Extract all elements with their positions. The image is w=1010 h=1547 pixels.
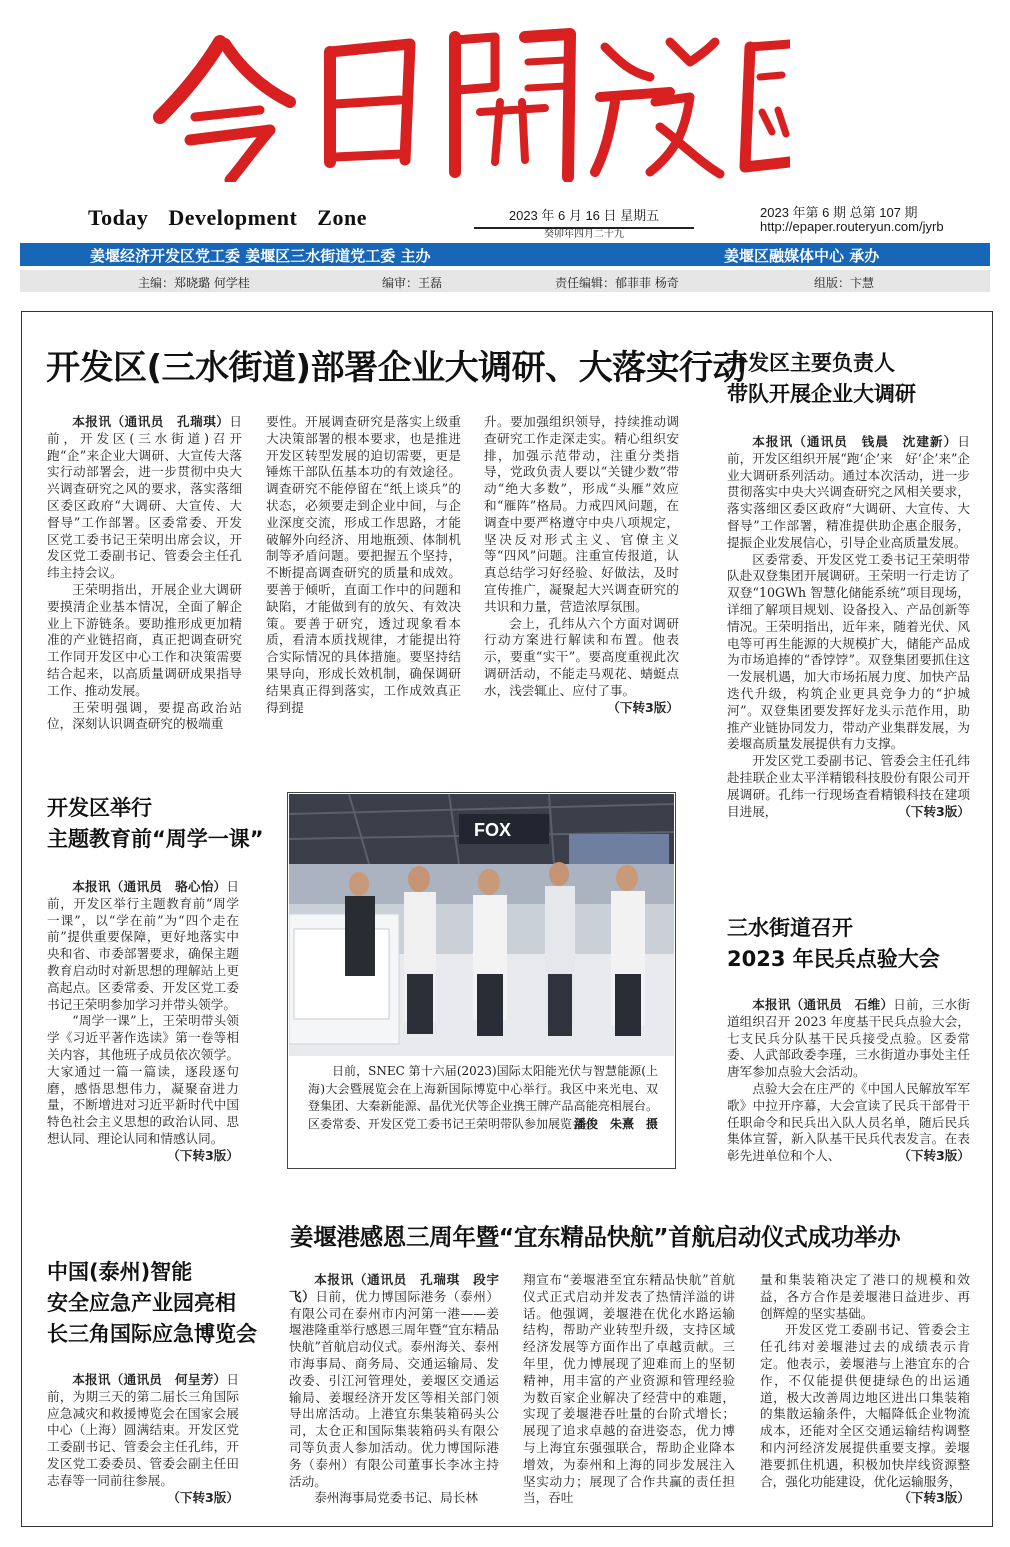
exhibition-photo xyxy=(289,794,674,1056)
port-story-column-3-text-2: 开发区党工委副书记、管委会主任孔纬对姜堰港过去的成绩表示肯定。他表示，姜堰港与上港宜东的合作，不仅能提供便捷绿色的出运通道，极大改善周边地区进出口集装箱的集散运输条件，大幅降低企业物流成本，还能对全区交通运输结构调整和内河经济发展提供重要支撑。姜堰港要抓住机遇，积极加快岸线资源整合，强化功能建设，优化运输服务， xyxy=(760,1322,970,1489)
lead-story-column-3-text-2: 会上，孔纬从六个方面对调研行动方案进行解读和布置。他表示，要重“实干”。要高度重视此次调研活动，不能走马观花、蜻蜓点水，浅尝辄止、应付了事。 xyxy=(484,615,679,698)
expo-story-continued[interactable]: （下转3版） xyxy=(167,1489,239,1505)
expo-story-headline-line-3: 长三角国际应急博览会 xyxy=(47,1322,257,1346)
sponsor-bar xyxy=(20,243,990,266)
port-story-paragraph-1: 日前，优力博国际港务（泰州）有限公司在泰州市内河第一港——姜堰港隆重举行感恩三周年暨“宜东精品快航”首航启动仪式。泰州海关、泰州市海事局、商务局、交通运输局、发改委、引江河管理处，姜堰区交通运输局、姜堰经济开发区等相关部门领导出席活动。上港宜东集装箱码头公司，太仓正和国际集装箱码头有限公司等负责人参加活动。优力博国际港务（泰州）有限公司董事长李冰主持活动。 xyxy=(289,1288,499,1489)
lead-story-continued[interactable]: （下转3版） xyxy=(607,699,679,715)
port-story-column-3 xyxy=(760,1272,970,1512)
right-story-paragraph-1: 日前，开发区组织开展“跑‘企’来 好‘企’来”企业大调研系列活动。通过本次活动，进一步贯彻落实中央大兴调查研究之风相关要求，落实落细区委区政府“大调研、大宣传、大督导”工作部署，精准提供助企惠企服务，提振企业发展信心，引导企业高质量发展。 xyxy=(727,434,970,550)
expo-story-headline-line-1: 中国(泰州)智能 xyxy=(47,1260,193,1284)
militia-story-continued[interactable]: （下转3版） xyxy=(898,1148,970,1164)
port-story-continued[interactable]: （下转3版） xyxy=(898,1490,970,1506)
study-story-continued[interactable]: （下转3版） xyxy=(167,1147,239,1163)
reviewing-editor: 编审：王磊 xyxy=(382,276,443,290)
port-story-column-2 xyxy=(523,1272,735,1512)
study-story-paragraph-2: “周学一课”上，王荣明带头领学《习近平著作选读》第一卷等相关内容，其他班子成员依次领学。大家通过一篇一篇读，逐段逐句磨，感悟思想伟力，凝聚奋进力量，不断增进对习近平新时代中国特色社会主义思想的政治认同、思想认同、理论认同和情感认同。 xyxy=(47,1013,239,1146)
expo-story-paragraph-1: 日前，为期三天的第二届长三角国际应急减灾和救援博览会在国家会展中心（上海）圆满结束。开发区党工委副书记、管委会主任孔纬，开发区党工委委员、管委会副主任田志春等一同前往参展。 xyxy=(47,1372,239,1488)
masthead-english-title: Today Development Zone xyxy=(88,205,367,230)
news-photo-box xyxy=(287,792,676,1169)
port-story-headline[interactable]: 姜堰港感恩三周年暨“宜东精品快航”首航启动仪式成功举办 xyxy=(290,1223,901,1251)
exhibition-photo-illustration xyxy=(289,794,674,1056)
issue-date: 2023 年 6 月 16 日 星期五 xyxy=(474,205,694,229)
port-story-paragraph-2: 泰州海事局党委书记、局长林 xyxy=(314,1490,478,1506)
lead-story-byline: 本报讯（通讯员 孔瑞琪） xyxy=(72,414,230,429)
masthead-logo-svg xyxy=(150,22,790,182)
lead-story-column-3-text-1: 升。要加强组织领导，持续推动调查研究工作走深走实。精心组织安排，加强示范带动，注重分类指导，党政负责人要以“关键少数”带动“绝大多数”，形成“头雁”效应和“雁阵”格局。力戒四风问题，在调查中要严格遵守中央八项规定，坚决反对形式主义、官僚主义等“四风”问题。注重宣传报道，认真总结学习好经验、好做法，及时宣传推广，凝聚起大兴调查研究的共识和力量，营造浓厚氛围。 xyxy=(484,414,679,614)
port-story-column-3-text-1: 量和集装箱决定了港口的规模和效益，各方合作是姜堰港日益进步、再创辉煌的坚实基础。 xyxy=(760,1272,970,1321)
militia-story-headline[interactable] xyxy=(727,913,940,975)
lead-story-column-1 xyxy=(47,414,242,744)
militia-story-headline-line-2: 2023 年民兵点验大会 xyxy=(727,947,940,971)
sponsor-organizers: 姜堰经济开发区党工委 姜堰区三水街道党工委 主办 xyxy=(90,247,431,265)
issue-number: 2023 年第 6 期 总第 107 期 xyxy=(760,205,918,220)
expo-story-byline: 本报讯（通讯员 何呈芳） xyxy=(72,1372,227,1387)
right-story-headline-line-1: 开发区主要负责人 xyxy=(727,351,895,375)
lead-story-paragraph-1: 日前，开发区(三水街道)召开跑“企”来企业大调研、大宣传大落实行动部署会，进一步贯彻中央大兴调查研究之风的要求，落实落细区委区政府“大调研、大宣传、大督导”工作部署。区委常委、开发区党工委书记王荣明出席会议，开发区党工委副书记、管委会主任孔纬主持会议。 xyxy=(47,414,242,581)
militia-story-body xyxy=(727,997,970,1172)
chief-editors: 主编：郑晓璐 何学桂 xyxy=(138,276,250,290)
lead-story-column-2 xyxy=(266,414,461,744)
lead-story-paragraph-2: 王荣明指出，开展企业大调研要摸清企业基本情况，全面了解企业上下游链条。要助推形成更加精准的产业链招商，真正把调查研究工作同开发区中心工作和决策需要结合起来，以高质量调研成果指导工作、推动发展。 xyxy=(47,581,242,698)
militia-story-headline-line-1: 三水街道召开 xyxy=(727,916,853,940)
photo-credit: 潘俊 朱熹 摄 xyxy=(573,1116,658,1131)
study-story-headline-line-1: 开发区举行 xyxy=(47,796,152,820)
lead-story-column-3 xyxy=(484,414,679,744)
study-story-headline[interactable] xyxy=(47,793,264,855)
right-story-byline: 本报讯（通讯员 钱晨 沈建新） xyxy=(752,434,958,449)
right-story-continued[interactable]: （下转3版） xyxy=(898,803,970,819)
lead-story-headline[interactable]: 开发区(三水街道)部署企业大调研、大落实行动 xyxy=(46,348,747,388)
masthead-calligraphy-logo xyxy=(150,22,790,182)
layout-editor: 组版：卞慧 xyxy=(814,276,875,290)
expo-story-headline[interactable] xyxy=(47,1257,257,1350)
epaper-url[interactable]: http://epaper.routeryun.com/jyrb xyxy=(760,219,944,234)
duty-editors: 责任编辑：郁菲菲 杨奇 xyxy=(555,276,679,290)
right-story-body xyxy=(727,434,970,864)
editor-credits-bar xyxy=(20,270,990,292)
study-story-body xyxy=(47,879,239,1207)
issue-lunar-date: 癸卯年四月二十九 xyxy=(544,229,624,240)
photo-caption-text: 日前，SNEC 第十六届(2023)国际太阳能光伏与智慧能源(上海)大会暨展览会在上海新国际博览中心举行。我区中来光电、双登集团、大秦新能源、晶优光伏等企业携王牌产品高能亮相展台。区委常委、开发区党工委书记王荣明带队参加展览会。 xyxy=(308,1064,658,1131)
militia-story-paragraph-2: 点验大会在庄严的《中国人民解放军军歌》中拉开序幕，大会宣读了民兵干部骨干任职命令和民兵出入队人员名单，随后民兵集体宣誓，新入队基干民兵代表发言。在表彰先进单位和个人、 xyxy=(727,1080,970,1164)
lead-story-paragraph-3: 王荣明强调，要提高政治站位，深刻认识调查研究的极端重 xyxy=(47,699,242,732)
booth-sign: FOX xyxy=(474,820,512,840)
port-story-column-2-text: 翔宣布“姜堰港至宜东精品快航”首航仪式正式启动并发表了热情洋溢的讲话。他强调，姜堰港在优化水路运输结构，帮助产业转型升级，支持区域经济发展等方面作出了卓越贡献。三年里，优力博展现了迎难而上的坚韧精神，用丰富的产业资源和管理经验为数百家企业解决了经营中的难题，实现了姜堰港吞吐量的台阶式增长；展现了追求卓越的奋进姿态，优力博与上海宜东强强联合，帮助企业降本增效，为泰州和上海的同步发展注入坚实动力；展现了合作共赢的责任担当，吞吐 xyxy=(523,1272,735,1506)
study-story-paragraph-1: 日前，开发区举行主题教育前“周学一课”，以“学在前”为“四个走在前”提供重要保障，更好地落实中央和省、市委部署要求，确保主题教育启动时对新思想的理解站上更高起点。区委常委、开发区党工委书记王荣明参加学习并带头领学。 xyxy=(47,879,239,1012)
lead-story-column-2-text: 要性。开展调查研究是落实上级重大决策部署的根本要求，也是推进开发区转型发展的迫切需要，更是锤炼干部队伍基本功的有效途径。调查研究不能停留在“纸上谈兵”的状态，必须要走到企业中间，与企业深度交流，形成工作思路，才能破解外向经济、用地瓶颈、体制机制等矛盾问题。要把握五个坚持，不断提高调查研究的质量和成效。要善于倾听，直面工作中的问题和缺陷，才能做到有的放矢、有效决策。要善于研究，透过现象看本质，看清本质找规律，才能提出符合实际情况的具体措施。要坚持结果导向，形成长效机制，确保调研结果真正得到落实，工作成效真正得到提 xyxy=(266,414,461,715)
militia-story-byline: 本报讯（通讯员 石维） xyxy=(752,997,894,1012)
study-story-headline-line-2: 主题教育前“周学一课” xyxy=(47,827,264,851)
sponsor-publisher: 姜堰区融媒体中心 承办 xyxy=(724,247,880,265)
right-story-paragraph-2: 区委常委、开发区党工委书记王荣明带队赴双登集团开展调研。王荣明一行走访了双登“10GWh 智慧化储能系统”项目现场，详细了解项目规划、设备投入、产品创新等情况。王荣明指出，近年来，随着光伏、风电等可再生能源的大规模扩大，储能产品成为市场追捧的“香饽饽”。双登集团要抓住这一发展机遇，加大市场拓展力度、加快产品迭代升级，构筑企业更具竞争力的“护城河”。双登集团要发挥好龙头示范作用，助推产业链协同发力，带动产业集群发展，为姜堰高质量发展提供有力支撑。 xyxy=(727,551,970,752)
expo-story-body xyxy=(47,1372,239,1512)
port-story-column-1 xyxy=(289,1272,499,1512)
photo-caption xyxy=(308,1063,658,1133)
port-story-byline: 本报讯（通讯员 孔瑞琪 段宇飞） xyxy=(289,1272,499,1304)
militia-story-paragraph-1: 日前，三水街道组织召开 2023 年度基干民兵点验大会，七支民兵分队基干民兵接受点验。区委常委、人武部政委李瑾，三水街道办事处主任唐军参加点验大会活动。 xyxy=(727,997,970,1080)
right-story-headline-line-2: 带队开展企业大调研 xyxy=(727,382,916,406)
right-story-paragraph-3: 开发区党工委副书记、管委会主任孔纬赴挂联企业太平洋精锻科技股份有限公司开展调研。孔纬一行现场查看精锻科技在建项目进展， xyxy=(727,753,970,819)
right-story-headline[interactable] xyxy=(727,348,916,410)
expo-story-headline-line-2: 安全应急产业园亮相 xyxy=(47,1291,236,1315)
study-story-byline: 本报讯（通讯员 骆心怡） xyxy=(72,879,227,894)
